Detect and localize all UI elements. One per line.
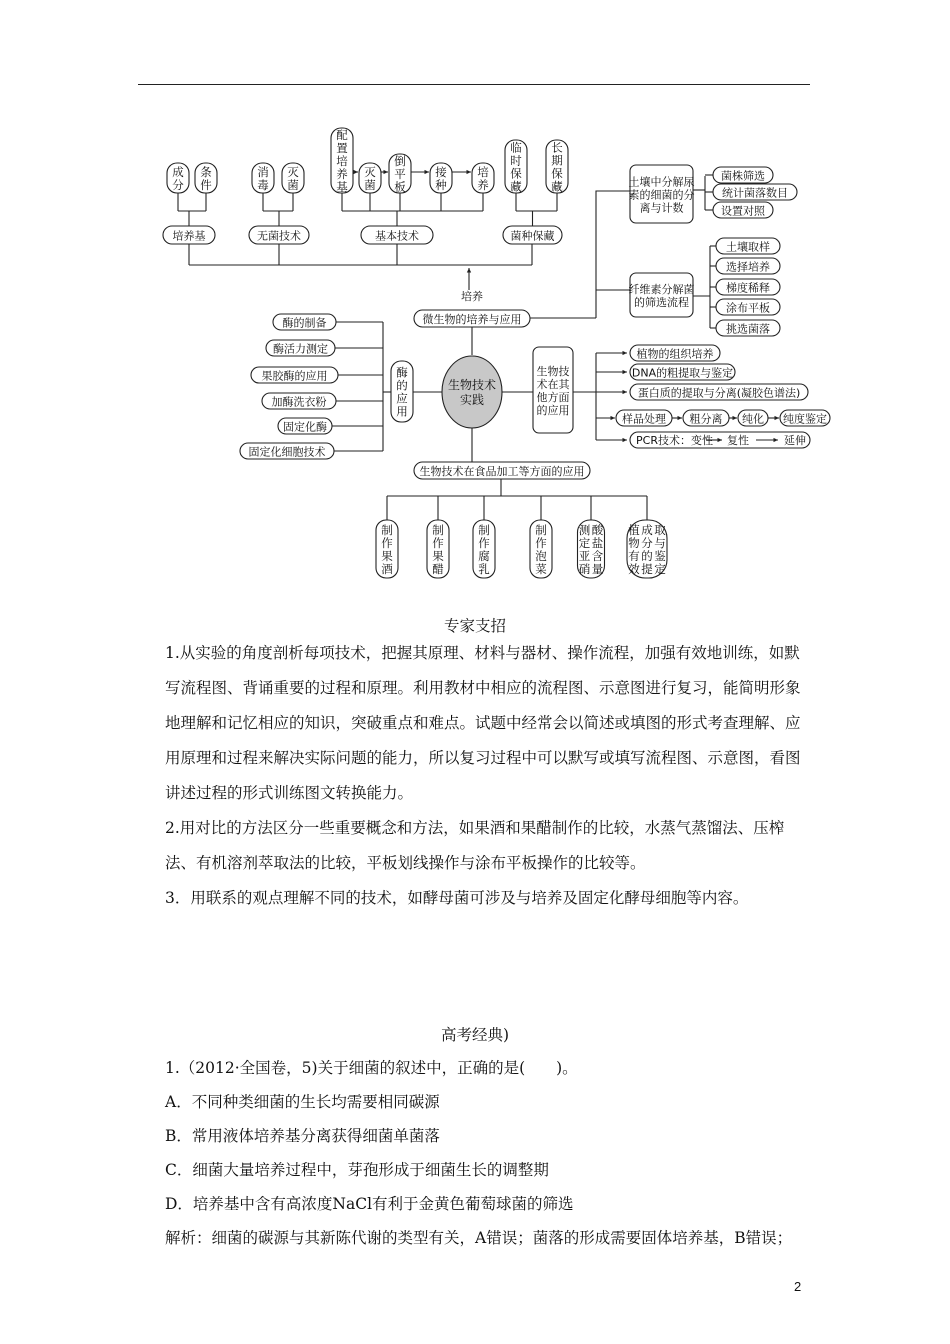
- food-item-5-char: 效: [628, 562, 640, 576]
- top-item-2-1-char: 灭: [364, 165, 376, 179]
- enzyme-app-box-char: 酶: [396, 365, 408, 380]
- other-app-box-line: 术在其: [536, 378, 570, 391]
- pcr-step-1: 延伸: [784, 434, 806, 447]
- top-item-3-0-char: 藏: [510, 179, 522, 194]
- analysis-text: 解析：细菌的碳源与其新陈代谢的类型有关，A错误；菌落的形成需要固体培养基，B错误；: [165, 1229, 793, 1247]
- micro-culture-box-label: 微生物的培养与应用: [422, 313, 522, 326]
- top-item-2-4-char: 培: [477, 165, 489, 179]
- top-item-2-0-char: 养: [336, 167, 348, 181]
- food-item-0-char: 酒: [381, 562, 393, 576]
- arrow-head: [677, 416, 682, 420]
- column-label-2-label: 基本技术: [375, 229, 419, 243]
- enzyme-item-1-label: 酶活力测定: [273, 342, 328, 356]
- food-item-0-char: 作: [381, 536, 393, 550]
- food-item-5-char: 有: [628, 549, 640, 563]
- food-item-1-char: 制: [432, 523, 444, 537]
- protein-step-0-label: 样品处理: [622, 412, 666, 426]
- protein-step-1-label: 粗分离: [689, 412, 723, 426]
- food-item-5-char: 鉴: [654, 549, 666, 563]
- top-item-0-1-char: 件: [200, 178, 212, 192]
- expert-paragraph-text: 3．用联系的观点理解不同的技术，如酵母菌可涉及与培养及固定化酵母细胞等内容。: [165, 889, 749, 907]
- urea-bacteria-box-line: 土壤中分解尿: [628, 175, 695, 189]
- top-item-1-1-char: 菌: [287, 178, 299, 192]
- column-label-0-label: 培养基: [172, 229, 206, 243]
- protein-step-3-label: 纯度鉴定: [783, 412, 827, 426]
- urea-step-2-label: 设置对照: [721, 204, 765, 218]
- top-item-2-1-char: 菌: [364, 178, 376, 192]
- top-item-3-1-char: 期: [551, 153, 563, 168]
- top-item-2-0-char: 基: [336, 180, 348, 194]
- arrow-head: [424, 170, 429, 174]
- other-item-1-label: DNA的粗提取与鉴定: [631, 366, 734, 380]
- food-item-4-char: 硝: [578, 562, 591, 576]
- food-item-4-char: 盐: [591, 536, 604, 550]
- cellulose-step-4-label: 挑选菌落: [726, 322, 770, 336]
- food-item-4-char: 酸: [591, 523, 604, 537]
- other-app-box-line: 生物技: [536, 365, 570, 378]
- enzyme-item-0-label: 酶的制备: [282, 316, 327, 330]
- enzyme-app-box-char: 应: [396, 391, 408, 406]
- cellulose-step-1-label: 选择培养: [726, 260, 770, 274]
- top-item-2-2-char: 板: [394, 180, 406, 194]
- arrow-head: [467, 268, 471, 273]
- arrow-head: [622, 438, 627, 442]
- food-item-5-char: 物: [628, 536, 640, 550]
- food-item-1-char: 作: [432, 536, 444, 550]
- enzyme-item-5-label: 固定化细胞技术: [248, 445, 326, 459]
- food-item-5-char: 取: [654, 523, 666, 537]
- arrow-head: [732, 416, 737, 420]
- food-item-1-char: 醋: [432, 562, 444, 576]
- enzyme-app-box-char: 的: [396, 378, 408, 393]
- other-app-box-line: 他方面: [536, 391, 570, 404]
- top-item-3-1-char: 藏: [551, 179, 563, 194]
- center-label-2: 实践: [459, 393, 485, 407]
- enzyme-item-4-label: 固定化酶: [283, 420, 327, 434]
- food-item-2-char: 腐: [478, 549, 490, 563]
- top-item-3-0-char: 保: [510, 166, 522, 181]
- center-ellipse: [442, 356, 502, 428]
- top-item-1-0-char: 消: [257, 165, 269, 179]
- column-label-1-label: 无菌技术: [257, 229, 301, 243]
- culture-label: 培养: [461, 290, 483, 303]
- food-item-5-char: 分: [641, 536, 653, 550]
- food-item-2-char: 制: [478, 523, 490, 537]
- concept-map: [0, 0, 950, 600]
- expert-paragraph-text: 2.用对比的方法区分一些重要概念和方法，如果酒和果醋制作的比较，水蒸气蒸馏法、压榨法、有机溶剂萃取法的比较，平板划线操作与涂布平板操作的比较等。: [165, 819, 785, 872]
- option-a: A．不同种类细菌的生长均需要相同碳源: [165, 1093, 440, 1111]
- food-item-4-char: 定: [578, 536, 591, 550]
- top-item-2-0-char: 配: [336, 128, 348, 142]
- option-d: D．培养基中含有高浓度NaCl有利于金黄色葡萄球菌的筛选: [165, 1195, 574, 1213]
- other-item-0-label: 植物的组织培养: [636, 347, 714, 361]
- food-item-3-char: 作: [535, 536, 547, 550]
- food-item-1-char: 果: [432, 549, 444, 563]
- food-item-0-char: 制: [381, 523, 393, 537]
- column-label-3-label: 菌种保藏: [510, 229, 555, 243]
- top-item-0-1-char: 条: [200, 165, 212, 179]
- arrow-head: [466, 170, 471, 174]
- enzyme-app-box-char: 用: [396, 404, 408, 419]
- food-item-5-char: 植: [628, 523, 640, 537]
- center-label-1: 生物技术: [447, 378, 497, 392]
- top-item-2-3-char: 接: [435, 165, 447, 179]
- food-item-4-char: 测: [578, 523, 591, 537]
- food-item-5-char: 成: [641, 523, 653, 537]
- food-app-box-label: 生物技术在食品加工等方面的应用: [419, 465, 585, 478]
- pcr-label: PCR技术：变性: [636, 434, 713, 447]
- arrow-head: [774, 416, 779, 420]
- urea-step-0-label: 菌株筛选: [721, 169, 765, 183]
- food-item-5-char: 与: [654, 536, 666, 550]
- exam-title: 高考经典): [440, 1026, 510, 1044]
- pcr-step-0: 复性: [727, 434, 749, 447]
- top-item-2-3-char: 种: [435, 178, 447, 192]
- top-item-2-0-char: 培: [336, 154, 348, 168]
- enzyme-item-2-label: 果胶酶的应用: [261, 369, 328, 383]
- arrow-head: [622, 370, 627, 374]
- top-item-3-0-char: 临: [510, 140, 522, 155]
- food-item-4-char: 亚: [578, 549, 591, 563]
- cellulose-step-3-label: 涂布平板: [726, 301, 770, 315]
- top-item-2-4-char: 养: [477, 178, 489, 192]
- question-stem: 1.（2012·全国卷，5)关于细菌的叙述中，正确的是( )。: [165, 1059, 578, 1077]
- food-item-2-char: 乳: [478, 562, 490, 576]
- enzyme-item-3-label: 加酶洗衣粉: [271, 395, 327, 409]
- food-item-5-char: 提: [641, 562, 653, 576]
- top-item-1-1-char: 灭: [287, 165, 299, 179]
- arrow-head: [383, 170, 388, 174]
- option-b: B．常用液体培养基分离获得细菌单菌落: [165, 1127, 440, 1145]
- top-item-3-1-char: 长: [551, 140, 563, 155]
- connector-line: [596, 191, 630, 318]
- top-item-2-0-char: 置: [336, 141, 348, 155]
- protein-step-2-label: 纯化: [742, 412, 764, 426]
- food-item-5-char: 的: [641, 549, 653, 563]
- food-item-3-char: 泡: [535, 549, 547, 563]
- urea-bacteria-box-line: 离与计数: [639, 201, 684, 215]
- expert-title: 专家支招: [443, 617, 506, 635]
- cellulose-step-2-label: 梯度稀释: [726, 281, 770, 295]
- top-item-3-1-char: 保: [551, 166, 563, 181]
- urea-step-1-label: 统计菌落数目: [722, 186, 788, 200]
- food-item-0-char: 果: [381, 549, 393, 563]
- expert-paragraph-text: 1.从实验的角度剖析每项技术，把握其原理、材料与器材、操作流程，加强有效地训练，如默写流程图、背诵重要的过程和原理。利用教材中相应的流程图、示意图进行复习，能简明形象地理解和记忆相应的知识，突破重点和难点。试题中经常会以简述或填图的形式考查理解、应用原理和过程来解决实际问题的能力，所以复习过程中可以默写或填写流程图、示意图，看图讲述过程的形式训练图文转换能力。: [165, 644, 801, 802]
- top-item-0-0-char: 成: [172, 165, 184, 179]
- top-item-0-0-char: 分: [172, 178, 184, 192]
- other-item-2-label: 蛋白质的提取与分离(凝胶色谱法): [637, 386, 801, 400]
- top-item-3-0-char: 时: [510, 153, 522, 168]
- food-item-2-char: 作: [478, 536, 490, 550]
- urea-bacteria-box-line: 素的细菌的分: [628, 188, 695, 202]
- food-item-4-char: 量: [591, 562, 604, 576]
- cellulose-bacteria-box-line: 纤维素分解菌: [628, 283, 695, 296]
- top-item-1-0-char: 毒: [257, 178, 269, 192]
- expert-paragraph-2: [165, 811, 815, 881]
- arrow-head: [622, 390, 627, 394]
- cellulose-bacteria-box-line: 的筛选流程: [634, 296, 689, 309]
- option-c: C．细菌大量培养过程中，芽孢形成于细菌生长的调整期: [165, 1161, 549, 1179]
- other-app-box-line: 的应用: [536, 404, 570, 417]
- page-number: 2: [794, 1279, 802, 1294]
- arrow-head: [353, 170, 358, 174]
- food-item-3-char: 制: [535, 523, 547, 537]
- cellulose-step-0-label: 土壤取样: [726, 240, 770, 254]
- top-item-2-2-char: 平: [394, 167, 406, 181]
- arrow-head: [610, 416, 615, 420]
- expert-paragraph-3: [165, 881, 815, 916]
- food-item-5-char: 定: [654, 562, 666, 576]
- food-item-4-char: 含: [591, 549, 604, 563]
- expert-paragraph-1: [165, 636, 815, 811]
- food-item-3-char: 菜: [535, 562, 547, 576]
- arrow-head: [622, 351, 627, 355]
- top-item-2-2-char: 倒: [394, 154, 406, 168]
